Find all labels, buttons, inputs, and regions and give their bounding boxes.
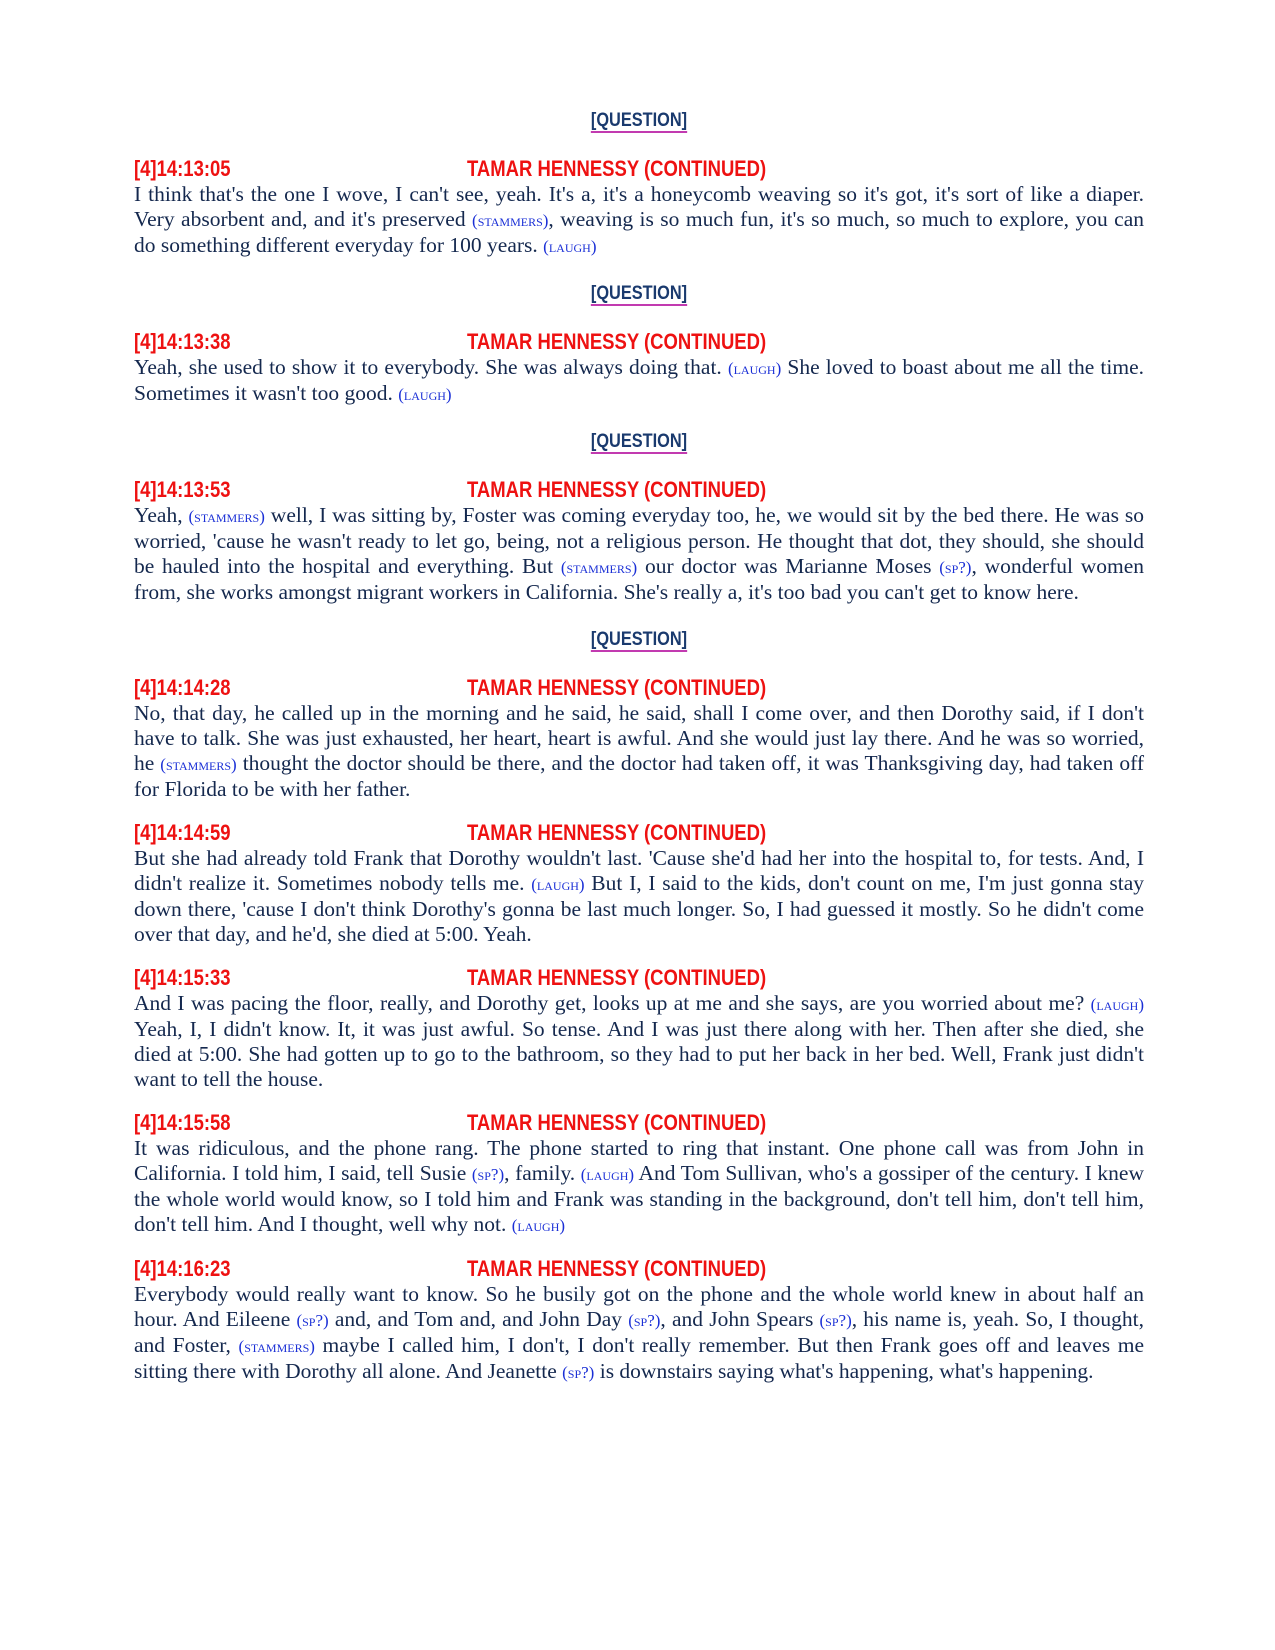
transcript-text: is downstairs saying what's happening, what's happening.: [594, 1359, 1094, 1383]
annotation-note: (stammers): [472, 211, 549, 230]
annotation-note: (sp?): [471, 1165, 505, 1184]
speaker-name: TAMAR HENNESSY (CONTINUED): [467, 820, 767, 845]
transcript-text: I think that's the one I wove, I can't see, yeah. It's a, it's a honeycomb weaving so it's got, it's sort of like a diaper. Very absorbent and, and it's preserved: [134, 182, 1144, 231]
transcript-text: And I was pacing the floor, really, and Dorothy get, looks up at me and she says, are you worried about me?: [134, 991, 1091, 1015]
transcript-paragraph: [134, 991, 1144, 1092]
entry-header: [134, 820, 1144, 846]
transcript-paragraph: [134, 1282, 1144, 1385]
entry-header: [134, 477, 1144, 503]
timecode: [4]14:14:59: [134, 820, 231, 845]
annotation-note: (laugh): [531, 875, 585, 894]
entry-header: [134, 329, 1144, 355]
annotation-note: (stammers): [560, 558, 638, 577]
annotation-note: (laugh): [580, 1165, 635, 1184]
question-marker: [205, 281, 1074, 307]
timecode: [4]14:13:53: [134, 477, 231, 502]
entry-header: [134, 1256, 1144, 1282]
timecode: [4]14:14:28: [134, 675, 231, 700]
transcript-text: Yeah,: [134, 503, 189, 527]
transcript-text: , and John Spears: [660, 1307, 820, 1331]
question-label: [QUESTION]: [590, 431, 688, 452]
transcript-paragraph: [134, 355, 1144, 407]
timecode: [4]14:15:58: [134, 1110, 231, 1135]
speaker-name: TAMAR HENNESSY (CONTINUED): [467, 1256, 767, 1281]
question-label: [QUESTION]: [590, 629, 688, 650]
timecode: [4]14:16:23: [134, 1256, 231, 1281]
transcript-paragraph: [134, 846, 1144, 947]
transcript-text: , family.: [504, 1161, 581, 1185]
transcript-text: and, and Tom and, and John Day: [328, 1307, 629, 1331]
transcript-content: [134, 108, 1144, 1385]
entry-header: [134, 675, 1144, 701]
entry-header: [134, 156, 1144, 182]
transcript-text: , his name is, yeah. So, I thought, and Foster,: [134, 1307, 1145, 1357]
annotation-note: (sp?): [819, 1311, 852, 1330]
transcript-text: Everybody would really want to know. So he busily got on the phone and the whole world knew in about half an hour. And Eileene: [134, 1282, 1144, 1331]
timecode: [4]14:15:33: [134, 965, 231, 990]
annotation-note: (sp?): [296, 1311, 329, 1330]
entry-header: [134, 965, 1144, 991]
annotation-note: (sp?): [562, 1363, 595, 1382]
transcript-text: , weaving is so much fun, it's so much, so much to explore, you can do something different everyday for 100 years.: [134, 207, 1144, 257]
annotation-note: (laugh): [1090, 995, 1144, 1014]
transcript-text: She loved to boast about me all the time. Sometimes it wasn't too good.: [134, 355, 1144, 405]
speaker-name: TAMAR HENNESSY (CONTINUED): [467, 156, 767, 181]
transcript-text: well, I was sitting by, Foster was coming everyday too, he, we would sit by the bed there. He was so worried, 'cause he wasn't ready to let go, being, not a religious person. He thought that dot, they should, she should be hauled into the hospital and everything. But: [134, 503, 1144, 578]
question-marker: [205, 108, 1074, 134]
transcript-text: No, that day, he called up in the morning and he said, he said, shall I come over, and then Dorothy said, if I don't have to talk. She was just exhausted, her heart, heart is awful. And she would just lay there. And he was so worried, he: [134, 701, 1144, 775]
question-marker: [205, 627, 1074, 653]
question-label: [QUESTION]: [590, 283, 688, 304]
annotation-note: (laugh): [511, 1216, 566, 1235]
transcript-text: maybe I called him, I don't, I don't really remember. But then Frank goes off and leaves me sitting there with Dorothy all alone. And Jeanette: [134, 1333, 1144, 1383]
speaker-name: TAMAR HENNESSY (CONTINUED): [467, 329, 767, 354]
transcript-text: our doctor was Marianne Moses: [637, 554, 940, 578]
question-marker: [205, 429, 1074, 455]
annotation-note: (stammers): [238, 1337, 315, 1356]
transcript-paragraph: [134, 182, 1144, 259]
question-label: [QUESTION]: [590, 110, 688, 131]
transcript-text: But I, I said to the kids, don't count on me, I'm just gonna stay down there, 'cause I don't think Dorothy's gonna be last much longer. So, I had guessed it mostly. So he didn't come over that day, and he'd, she died at 5:00. Yeah.: [134, 871, 1144, 946]
transcript-text: But she had already told Frank that Dorothy wouldn't last. 'Cause she'd had her into the hospital to, for tests. And, I didn't realize it. Sometimes nobody tells me.: [134, 846, 1144, 895]
transcript-paragraph: [134, 503, 1144, 605]
transcript-text: And Tom Sullivan, who's a gossiper of the century. I knew the whole world would know, so I told him and Frank was standing in the background, don't tell him, don't tell him, don't tell him. And I thought, well why not.: [134, 1161, 1144, 1236]
speaker-name: TAMAR HENNESSY (CONTINUED): [467, 965, 767, 990]
annotation-note: (sp?): [939, 558, 972, 577]
transcript-text: Yeah, I, I didn't know. It, it was just awful. So tense. And I was just there along with her. Then after she died, she died at 5:00. She had gotten up to go to the bathroom, so they had to put her back in her bed. Well, Frank just didn't want to tell the house.: [134, 1017, 1144, 1091]
transcript-paragraph: [134, 701, 1144, 802]
timecode: [4]14:13:38: [134, 329, 231, 354]
annotation-note: (sp?): [628, 1311, 661, 1330]
transcript-text: It was ridiculous, and the phone rang. The phone started to ring that instant. One phone call was from John in California. I told him, I said, tell Susie: [134, 1136, 1144, 1185]
annotation-note: (stammers): [188, 507, 265, 526]
annotation-note: (stammers): [160, 755, 237, 774]
annotation-note: (laugh): [543, 237, 597, 256]
timecode: [4]14:13:05: [134, 156, 231, 181]
annotation-note: (laugh): [727, 359, 782, 378]
transcript-text: thought the doctor should be there, and the doctor had taken off, it was Thanksgiving day, had taken off for Florida to be with her father.: [134, 751, 1144, 801]
transcript-text: , wonderful women from, she works amongst migrant workers in California. She's really a, it's too bad you can't get to know here.: [134, 554, 1144, 604]
speaker-name: TAMAR HENNESSY (CONTINUED): [467, 1110, 767, 1135]
transcript-text: Yeah, she used to show it to everybody. She was always doing that.: [134, 355, 728, 379]
annotation-note: (laugh): [398, 385, 452, 404]
speaker-name: TAMAR HENNESSY (CONTINUED): [467, 477, 767, 502]
entry-header: [134, 1110, 1144, 1136]
speaker-name: TAMAR HENNESSY (CONTINUED): [467, 675, 767, 700]
transcript-paragraph: [134, 1136, 1144, 1238]
